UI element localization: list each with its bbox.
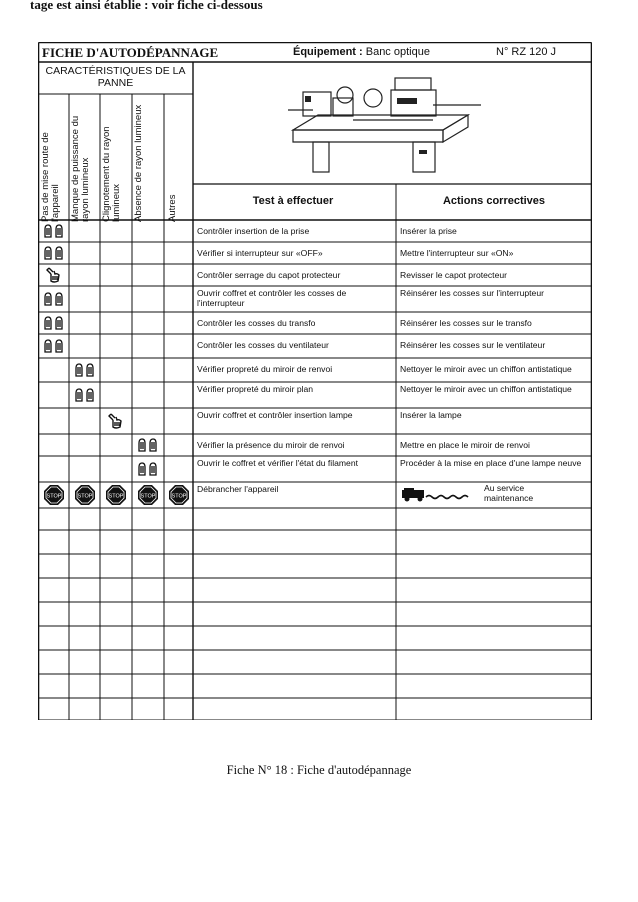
test-cell: Ouvrir le coffret et vérifier l'état du filament [197, 458, 359, 468]
equipment-label: Équipement : [293, 46, 363, 58]
maintenance-van-icon [402, 488, 474, 502]
test-cell: Contrôler les cosses du ventilateur [197, 340, 329, 350]
stop-action-cell: Au service maintenance [484, 483, 534, 503]
stop-label: STOP [171, 493, 186, 500]
stop-sign-icon [44, 485, 64, 505]
action-cell: Revisser le capot protecteur [400, 270, 507, 280]
stop-label: STOP [77, 493, 92, 500]
action-cell: Réinsérer les cosses sur le transfo [400, 318, 532, 328]
action-cell: Procéder à la mise en place d'une lampe neuve [400, 458, 582, 468]
test-cell: Vérifier si interrupteur sur «OFF» [197, 248, 323, 258]
previous-text-fragment: tage est ainsi établie : voir fiche ci-dessous [30, 0, 263, 12]
actions-column-header: Actions correctives [442, 195, 546, 207]
stop-sign-icon [75, 485, 95, 505]
stop-label: STOP [46, 493, 61, 500]
sheet-number: N° RZ 120 J [496, 46, 557, 58]
test-cell: Vérifier propreté du miroir plan [197, 384, 314, 394]
action-cell: Réinsérer les cosses sur le ventilateur [400, 340, 546, 350]
action-cell: Insérer la lampe [400, 410, 462, 420]
action-cell: Réinsérer les cosses sur l'interrupteur [400, 288, 544, 298]
column-label-no-start: Pas de mise route de l'appareil [40, 132, 61, 222]
column-label-other: Autres [167, 194, 178, 222]
test-cell: Ouvrir coffret et contrôler les cosses de l'interrupteur [197, 288, 347, 308]
autodepannage-sheet [38, 42, 592, 720]
action-cell: Nettoyer le miroir avec un chiffon antistatique [400, 384, 572, 394]
optical-bench-illustration [283, 70, 483, 180]
stop-sign-icon [106, 485, 126, 505]
characteristics-title: CARACTÉRISTIQUES DE LA PANNE [45, 65, 186, 89]
column-label-no-beam: Absence de rayon lumineux [133, 104, 144, 222]
action-cell: Nettoyer le miroir avec un chiffon antistatique [400, 364, 572, 374]
equipment-value: Banc optique [365, 46, 430, 58]
test-cell: Ouvrir coffret et contrôler insertion lampe [197, 410, 353, 420]
action-cell: Insérer la prise [400, 226, 457, 236]
test-cell: Contrôler insertion de la prise [197, 226, 310, 236]
stop-test-cell: Débrancher l'appareil [197, 484, 279, 494]
test-cell: Vérifier propreté du miroir de renvoi [197, 364, 333, 374]
test-cell: Contrôler les cosses du transfo [197, 318, 316, 328]
stop-sign-icon [169, 485, 189, 505]
action-cell: Mettre en place le miroir de renvoi [400, 440, 530, 450]
test-cell: Contrôler serrage du capot protecteur [197, 270, 341, 280]
stop-label: STOP [108, 493, 124, 500]
column-label-blinking: Clignotement du rayon lumineux [101, 126, 122, 222]
column-label-power-loss: Manque de puissance du rayon lumineux [70, 115, 91, 222]
stop-sign-icon [138, 485, 158, 505]
action-cell: Mettre l'interrupteur sur «ON» [400, 248, 514, 258]
test-column-header: Test à effectuer [252, 195, 334, 207]
test-cell: Vérifier la présence du miroir de renvoi [197, 440, 345, 450]
equipment-field [293, 46, 430, 58]
stop-label: STOP [140, 493, 156, 500]
sheet-title: FICHE D'AUTODÉPANNAGE [42, 45, 219, 60]
figure-caption: Fiche N° 18 : Fiche d'autodépannage [226, 763, 412, 777]
